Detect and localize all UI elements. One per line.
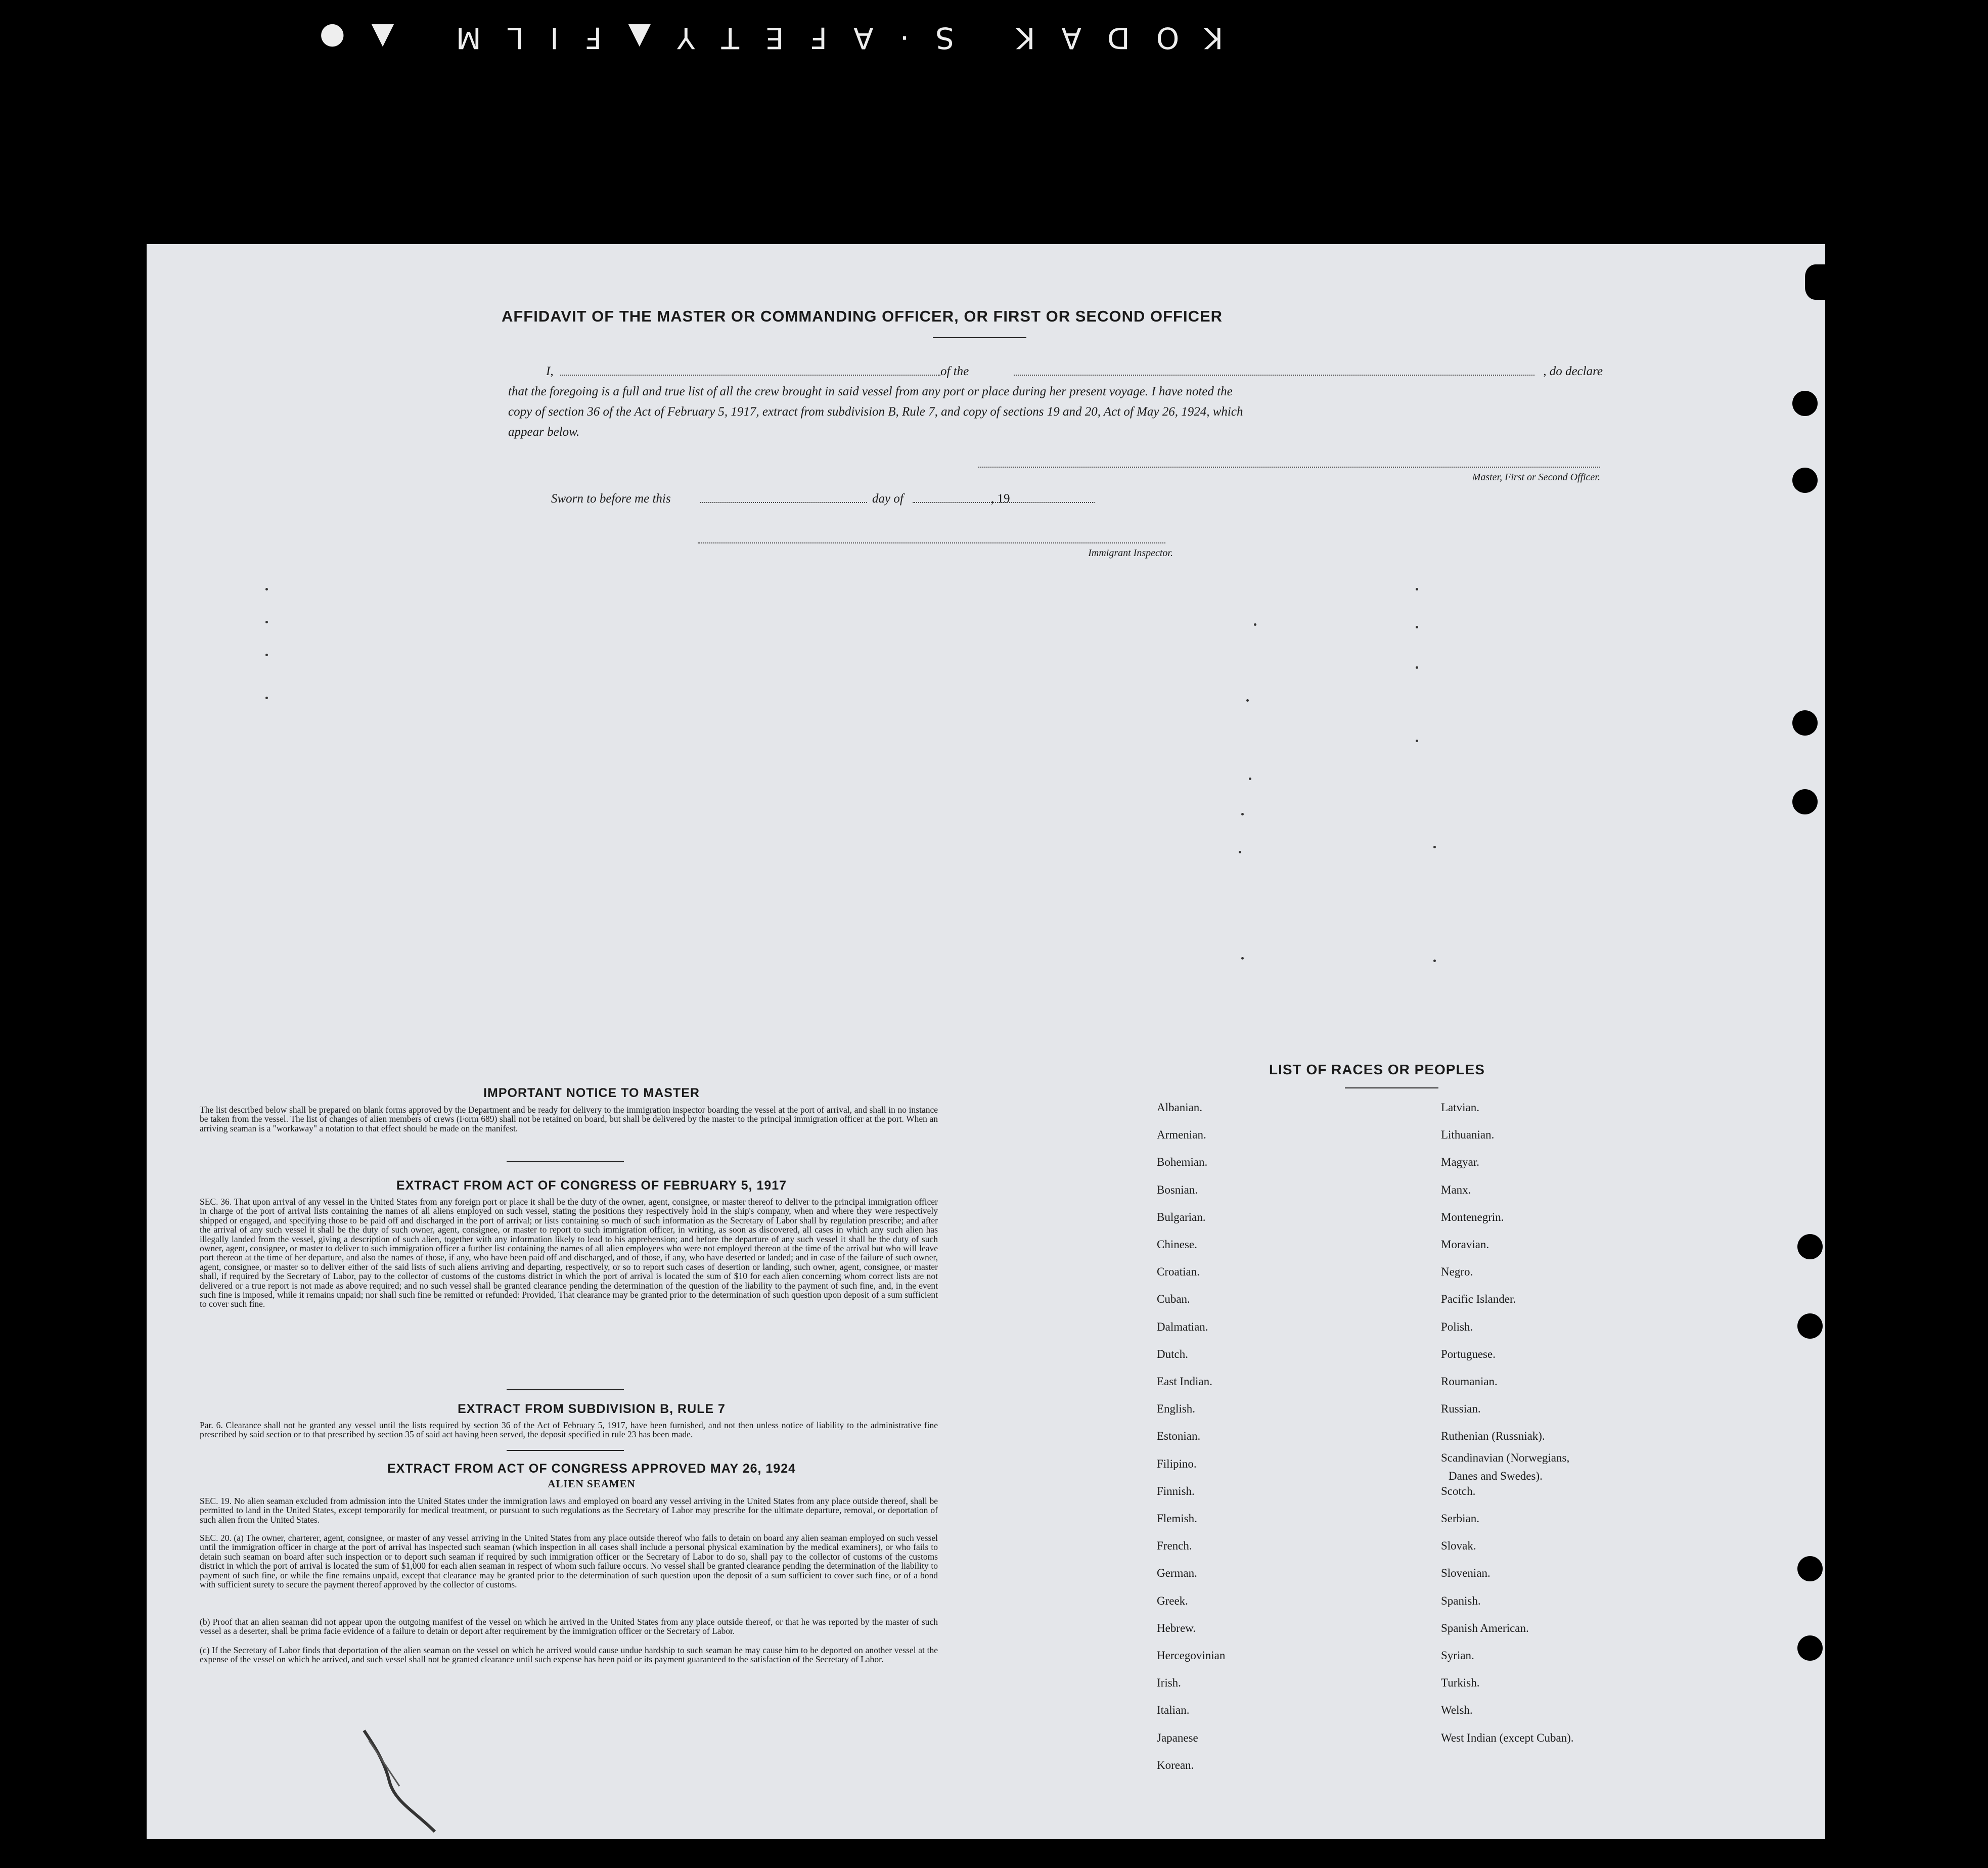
race-item: Negro.: [1441, 1265, 1473, 1279]
speck-mark: [1239, 851, 1241, 853]
speck-mark: [1241, 813, 1244, 815]
sworn-line: [551, 489, 1259, 509]
extract-1924-title: EXTRACT FROM ACT OF CONGRESS APPROVED MAY 26, 1924: [387, 1462, 796, 1476]
race-item: Irish.: [1157, 1676, 1181, 1690]
punch-hole-icon: [1797, 1556, 1823, 1581]
race-item: Flemish.: [1157, 1512, 1197, 1525]
punch-hole-icon: [1792, 710, 1818, 736]
document-page: [147, 244, 1825, 1839]
extract-1924-sec20a: SEC. 20. (a) The owner, charterer, agent, consignee, or master of any vessel arriving in the United States from any place outside thereof who fails to detain on board any alien seaman employed on such vessel until the immigration officer in charge at the port of arrival has inspected such seaman (which inspection in all cases shall include a personal physical examination by the medical examiners), or who fails to detain such seaman on board after such inspection or to deport such seaman if required by such immigration officer or the Secretary of Labor to do so, shall pay to the collector of customs of the customs district in which the port of arrival is located the sum of $1,000 for each alien seaman in respect of whom such failure occurs. No vessel shall be granted clearance pending the determination of the liability to payment of such fine, or while the fine remains unpaid, except that clearance may be granted prior to the determination of such question upon the deposit of a sum sufficient to cover such fine, or of a bond with sufficient surety to secure the payment thereof approved by the collector of customs.: [200, 1533, 938, 1590]
race-item: Hercegovinian: [1157, 1649, 1226, 1662]
race-item: Finnish.: [1157, 1484, 1195, 1497]
master-signature-line[interactable]: [978, 467, 1600, 468]
race-item: Manx.: [1441, 1183, 1471, 1196]
race-item: Bohemian.: [1157, 1156, 1208, 1169]
race-item: Dalmatian.: [1157, 1320, 1208, 1333]
speck-mark: [1416, 740, 1418, 742]
punch-hole-icon: [1797, 1635, 1823, 1661]
race-item: Albanian.: [1157, 1101, 1203, 1114]
race-item: French.: [1157, 1539, 1192, 1553]
rule7-title: EXTRACT FROM SUBDIVISION B, RULE 7: [458, 1402, 726, 1416]
race-item: Dutch.: [1157, 1347, 1188, 1360]
speck-mark: [1241, 957, 1244, 960]
extract-1924-sec20c: (c) If the Secretary of Labor finds that deportation of the alien seaman on the vessel on which he arrived would cause undue hardship to such seaman he may cause him to be deported on another vessel at the expense of the vessel on which he arrived, and such vessel shall not be granted clearance until such expense has been paid or its payment guaranteed to the satisfaction of the Secretary of Labor.: [200, 1645, 938, 1665]
race-item: Filipino.: [1157, 1457, 1197, 1470]
race-item: Greek.: [1157, 1594, 1188, 1607]
rule7-body: Par. 6. Clearance shall not be granted any vessel until the lists required by section 36 of the Act of February 5, 1917, have been furnished, and not then unless notice of liability to the administrative fine prescribed by said section or to that prescribed by section 35 of said act having been served, the deposit specified in rule 23 has been made.: [200, 1420, 938, 1440]
race-item: Estonian.: [1157, 1430, 1201, 1443]
race-item: West Indian (except Cuban).: [1441, 1731, 1574, 1744]
day-of-label: day of: [872, 492, 903, 506]
affidavit-i: I,: [546, 365, 554, 378]
extract-1917-body: SEC. 36. That upon arrival of any vessel in the United States from any foreign port or place it shall be the duty of the owner, agent, consignee, or master thereof to deliver to the principal immigration officer in charge of the port of arrival lists containing the names of all aliens employed on such vessel, stating the positions they respectively hold in the ship's company, when and where they were respectively shipped or engaged, and specifying those to be paid off and discharged in the port of arrival; or lists containing so much of such information as the Secretary of Labor shall by regulation prescribe; and after the arrival of any such vessel it shall be the duty of such owner, agent, consignee, or master to report to such immigration officer, in writing, as soon as discovered, all cases in which any such alien has illegally landed from the vessel, giving a description of such alien, together with any information likely to lead to his apprehension; and before the departure of any such vessel it shall be the duty of such owner, agent, consignee, or master to deliver to such immigration officer a further list containing the names of all alien employees who were not employed thereon at the time of the arrival but who will leave port thereon at the time of her departure, and also the names of those, if any, who have been paid off and discharged, and of those, if any, who have deserted or landed; and in case of the failure of such owner, agent, consignee, or master so to deliver either of the said lists of such aliens arriving and departing, respectively, or so to report such cases of desertion or landing, such owner, agent, consignee, or master shall, if required by the Secretary of Labor, pay to the collector of customs of the customs district in which the port of arrival is located the sum of $10 for each alien concerning whom correct lists are not delivered or a true report is not made as above required; and no such vessel shall be granted clearance pending the determination of the question of the liability to the payment of such fine, and, in the event such fine is imposed, while it remains unpaid; nor shall such fine be remitted or refunded: Provided, That clearance may be granted prior to the determination of such question upon deposit of a sum sufficient to cover such fine.: [200, 1197, 938, 1309]
race-item: Magyar.: [1441, 1156, 1480, 1169]
speck-mark: [265, 621, 268, 623]
notice-title: IMPORTANT NOTICE TO MASTER: [483, 1086, 700, 1100]
race-item: Slovak.: [1441, 1539, 1476, 1553]
affidavit-line-2: that the foregoing is a full and true list of all the crew brought in said vessel from any port or place during her present voyage. I have noted the: [508, 385, 1233, 398]
year-label: , 19: [991, 492, 1010, 506]
affidavit-declare: , do declare: [1543, 365, 1603, 378]
race-item: Scandinavian (Norwegians,: [1441, 1451, 1570, 1464]
race-item: Pacific Islander.: [1441, 1293, 1516, 1306]
race-item: Chinese.: [1157, 1238, 1197, 1251]
inspector-signature-caption: Immigrant Inspector.: [1088, 548, 1173, 559]
speck-mark: [1433, 846, 1436, 848]
sworn-label: Sworn to before me this: [551, 492, 671, 506]
race-item: German.: [1157, 1567, 1197, 1580]
race-item: Roumanian.: [1441, 1375, 1498, 1388]
speck-mark: [1433, 960, 1436, 962]
speck-mark: [265, 588, 268, 590]
speck-mark: [1254, 623, 1256, 626]
affidavit-of-the: of the: [940, 365, 969, 378]
punch-hole-icon: [1797, 1234, 1823, 1259]
race-item: Turkish.: [1441, 1676, 1480, 1690]
race-item: Moravian.: [1441, 1238, 1489, 1251]
race-item: Lithuanian.: [1441, 1128, 1495, 1142]
race-item: Croatian.: [1157, 1265, 1200, 1279]
film-edge-strip: [0, 0, 1988, 76]
speck-mark: [265, 654, 268, 656]
affidavit-line-4: appear below.: [508, 425, 580, 439]
races-list-title: LIST OF RACES OR PEOPLES: [1269, 1062, 1485, 1077]
notice-divider: [507, 1161, 624, 1162]
speck-mark: [1416, 626, 1418, 628]
speck-mark: [265, 697, 268, 699]
races-title-divider: [1345, 1087, 1438, 1088]
race-item: Danes and Swedes).: [1449, 1469, 1543, 1482]
punch-hole-icon: [1792, 789, 1818, 814]
race-item: Armenian.: [1157, 1128, 1206, 1142]
film-edge-text: KODAK S·AFETY▲FILM ▲●: [293, 21, 1224, 55]
speck-mark: [1249, 778, 1251, 780]
extract-1924-sec19: SEC. 19. No alien seaman excluded from admission into the United States under the immigration laws and employed on board any vessel arriving in the United States from any place outside thereof, shall be permitted to land in the United States, except temporarily for medical treatment, or pursuant to such regulations as the Secretary of Labor may prescribe for the ultimate departure, removal, or deportation of such alien from the United States.: [200, 1496, 938, 1525]
race-item: Scotch.: [1441, 1484, 1476, 1497]
race-item: Hebrew.: [1157, 1621, 1196, 1634]
punch-hole-icon: [1797, 1313, 1823, 1339]
speck-mark: [1416, 588, 1418, 590]
vessel-name-blank[interactable]: [1014, 375, 1534, 376]
race-item: Spanish American.: [1441, 1621, 1529, 1634]
race-item: Welsh.: [1441, 1704, 1473, 1717]
extract-1924-subtitle: ALIEN SEAMEN: [548, 1478, 636, 1490]
extract-1924-sec20b: (b) Proof that an alien seaman did not appear upon the outgoing manifest of the vessel on which he arrived in the United States from any place outside thereof, or that he was reported by the master of such vessel as a deserter, shall be prima facie evidence of a failure to detain or deport after requirement by the immigration officer or the Secretary of Labor.: [200, 1617, 938, 1636]
extract-1917-title: EXTRACT FROM ACT OF CONGRESS OF FEBRUARY 5, 1917: [396, 1178, 787, 1193]
race-item: Portuguese.: [1441, 1347, 1496, 1360]
punch-hole-icon: [1792, 391, 1818, 416]
race-item: Italian.: [1157, 1704, 1190, 1717]
race-item: Syrian.: [1441, 1649, 1474, 1662]
race-item: Japanese: [1157, 1731, 1198, 1744]
race-item: East Indian.: [1157, 1375, 1212, 1388]
speck-mark: [1416, 666, 1418, 669]
inspector-signature-line[interactable]: [698, 542, 1165, 543]
pen-scribble-mark: [359, 1725, 460, 1837]
affidavit-title: AFFIDAVIT OF THE MASTER OR COMMANDING OFFICER, OR FIRST OR SECOND OFFICER: [501, 307, 1223, 325]
race-item: Cuban.: [1157, 1293, 1190, 1306]
race-item: Montenegrin.: [1441, 1210, 1504, 1223]
race-item: Slovenian.: [1441, 1567, 1490, 1580]
affidavit-line-3: copy of section 36 of the Act of February 5, 1917, extract from subdivision B, Rule 7, and copy of sections 19 and 20, Act of May 26, 1924, which: [508, 405, 1243, 419]
sworn-month-blank[interactable]: [913, 502, 1095, 503]
race-item: Bosnian.: [1157, 1183, 1198, 1196]
sworn-date-blank[interactable]: [700, 502, 867, 503]
race-item: Latvian.: [1441, 1101, 1479, 1114]
race-item: Polish.: [1441, 1320, 1473, 1333]
affidavit-line-1: [546, 361, 1603, 382]
master-name-blank[interactable]: [560, 375, 940, 376]
speck-mark: [1246, 699, 1249, 702]
title-divider: [933, 337, 1026, 338]
extract-1917-divider: [507, 1389, 624, 1390]
race-item: Russian.: [1441, 1402, 1481, 1416]
punch-hole-icon: [1792, 468, 1818, 493]
rule7-divider: [507, 1450, 624, 1451]
torn-edge-mark: [1805, 264, 1825, 300]
race-item: English.: [1157, 1402, 1196, 1416]
master-signature-caption: Master, First or Second Officer.: [1472, 472, 1600, 483]
race-item: Serbian.: [1441, 1512, 1480, 1525]
race-item: Ruthenian (Russniak).: [1441, 1430, 1545, 1443]
notice-body: The list described below shall be prepared on blank forms approved by the Department and be ready for delivery to the immigration inspector boarding the vessel at the port of arrival, and shall in no instance be taken from the vessel. The list of changes of alien members of crews (Form 689) shall not be retained on board, but shall be delivered by the master to the principal immigration officer at the port. When an arriving seaman is a "workaway" a notation to that effect should be made on the manifest.: [200, 1105, 938, 1133]
race-item: Bulgarian.: [1157, 1210, 1206, 1223]
race-item: Korean.: [1157, 1758, 1194, 1771]
race-item: Spanish.: [1441, 1594, 1481, 1607]
